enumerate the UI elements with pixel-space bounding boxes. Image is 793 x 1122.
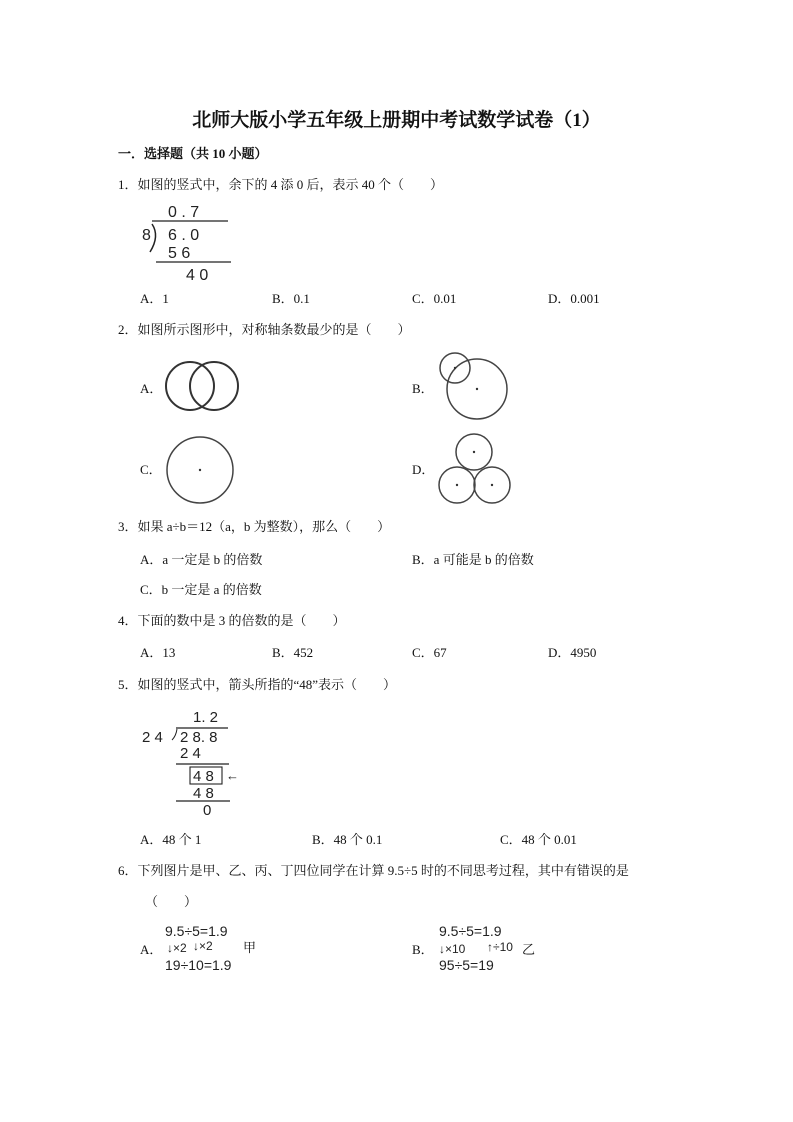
- dividend: 2 8. 8: [180, 729, 218, 746]
- q2-option-a[interactable]: A．: [140, 381, 163, 396]
- q3-option-c[interactable]: C．b 一定是 a 的倍数: [140, 582, 262, 597]
- student-name-jia: 甲: [243, 940, 257, 955]
- q1-option-a[interactable]: A．1: [140, 291, 169, 306]
- two-overlapping-circles-figure: [160, 356, 245, 416]
- subtrahend-2: 4 8: [193, 785, 214, 802]
- q1-option-b[interactable]: B．0.1: [272, 291, 310, 306]
- q2-option-d[interactable]: D．: [412, 462, 435, 477]
- divisor: 2 4: [142, 729, 163, 746]
- q5-option-c[interactable]: C．48 个 0.01: [500, 832, 577, 847]
- question-6-stem: 6．下列图片是甲、乙、丙、丁四位同学在计算 9.5÷5 时的不同思考过程，其中有错误的是: [118, 863, 629, 878]
- q6-option-a[interactable]: A．: [140, 942, 163, 957]
- long-division-figure-1: [140, 200, 235, 285]
- section-heading: 一．选择题（共 10 小题）: [118, 146, 268, 161]
- divisor: 8: [142, 227, 151, 244]
- equation-bottom: 19÷10=1.9: [165, 957, 232, 973]
- dividend: 6 . 0: [168, 227, 200, 244]
- single-circle-figure: [164, 435, 236, 507]
- subtrahend-1: 2 4: [180, 745, 201, 762]
- equation-top: 9.5÷5=1.9: [439, 923, 502, 939]
- question-2-stem: 2．如图所示图形中，对称轴条数最少的是（ ）: [118, 322, 411, 337]
- q3-option-a[interactable]: A．a 一定是 b 的倍数: [140, 552, 263, 567]
- subtrahend: 5 6: [168, 245, 191, 262]
- question-5-stem: 5．如图的竖式中，箭头所指的“48”表示（ ）: [118, 677, 397, 692]
- quotient: 0 . 7: [168, 204, 200, 221]
- q5-option-b[interactable]: B．48 个 0.1: [312, 832, 383, 847]
- page-title: 北师大版小学五年级上册期中考试数学试卷（1）: [192, 110, 601, 131]
- question-1-stem: 1．如图的竖式中，余下的 4 添 0 后，表示 40 个（ ）: [118, 177, 444, 192]
- student-name-yi: 乙: [522, 942, 536, 957]
- arrow-left-icon: ←: [226, 768, 239, 783]
- transform-left: ↓×2: [167, 941, 187, 955]
- three-circles-figure: [436, 432, 512, 506]
- q2-option-b[interactable]: B．: [412, 381, 434, 396]
- equation-top: 9.5÷5=1.9: [165, 923, 228, 939]
- division-bracket: [172, 729, 177, 740]
- long-division-figure-5: [140, 704, 250, 819]
- question-3-stem: 3．如果 a÷b＝12（a，b 为整数），那么（ ）: [118, 519, 391, 534]
- q4-option-b[interactable]: B．452: [272, 645, 314, 660]
- transform-left: ↓×10: [439, 942, 466, 956]
- boxed-number: 4 8: [193, 768, 214, 785]
- remainder: 0: [203, 802, 212, 819]
- transform-right: ↑÷10: [487, 940, 513, 954]
- question-6-answer-blank: （ ）: [145, 894, 198, 909]
- big-and-small-circle-figure: [435, 350, 515, 425]
- q5-option-a[interactable]: A．48 个 1: [140, 832, 202, 847]
- q4-option-a[interactable]: A．13: [140, 645, 176, 660]
- q1-option-c[interactable]: C．0.01: [412, 291, 457, 306]
- q2-option-c[interactable]: C．: [140, 462, 162, 477]
- equation-bottom: 95÷5=19: [439, 957, 494, 973]
- q3-option-b[interactable]: B．a 可能是 b 的倍数: [412, 552, 534, 567]
- q4-option-c[interactable]: C．67: [412, 645, 447, 660]
- transform-right: ↓×2: [193, 939, 213, 953]
- remainder: 4 0: [186, 267, 209, 284]
- quotient: 1. 2: [193, 709, 219, 726]
- q6-option-b[interactable]: B．: [412, 942, 434, 957]
- q4-option-d[interactable]: D．4950: [548, 645, 597, 660]
- question-4-stem: 4．下面的数中是 3 的倍数的是（ ）: [118, 613, 346, 628]
- q1-option-d[interactable]: D．0.001: [548, 291, 600, 306]
